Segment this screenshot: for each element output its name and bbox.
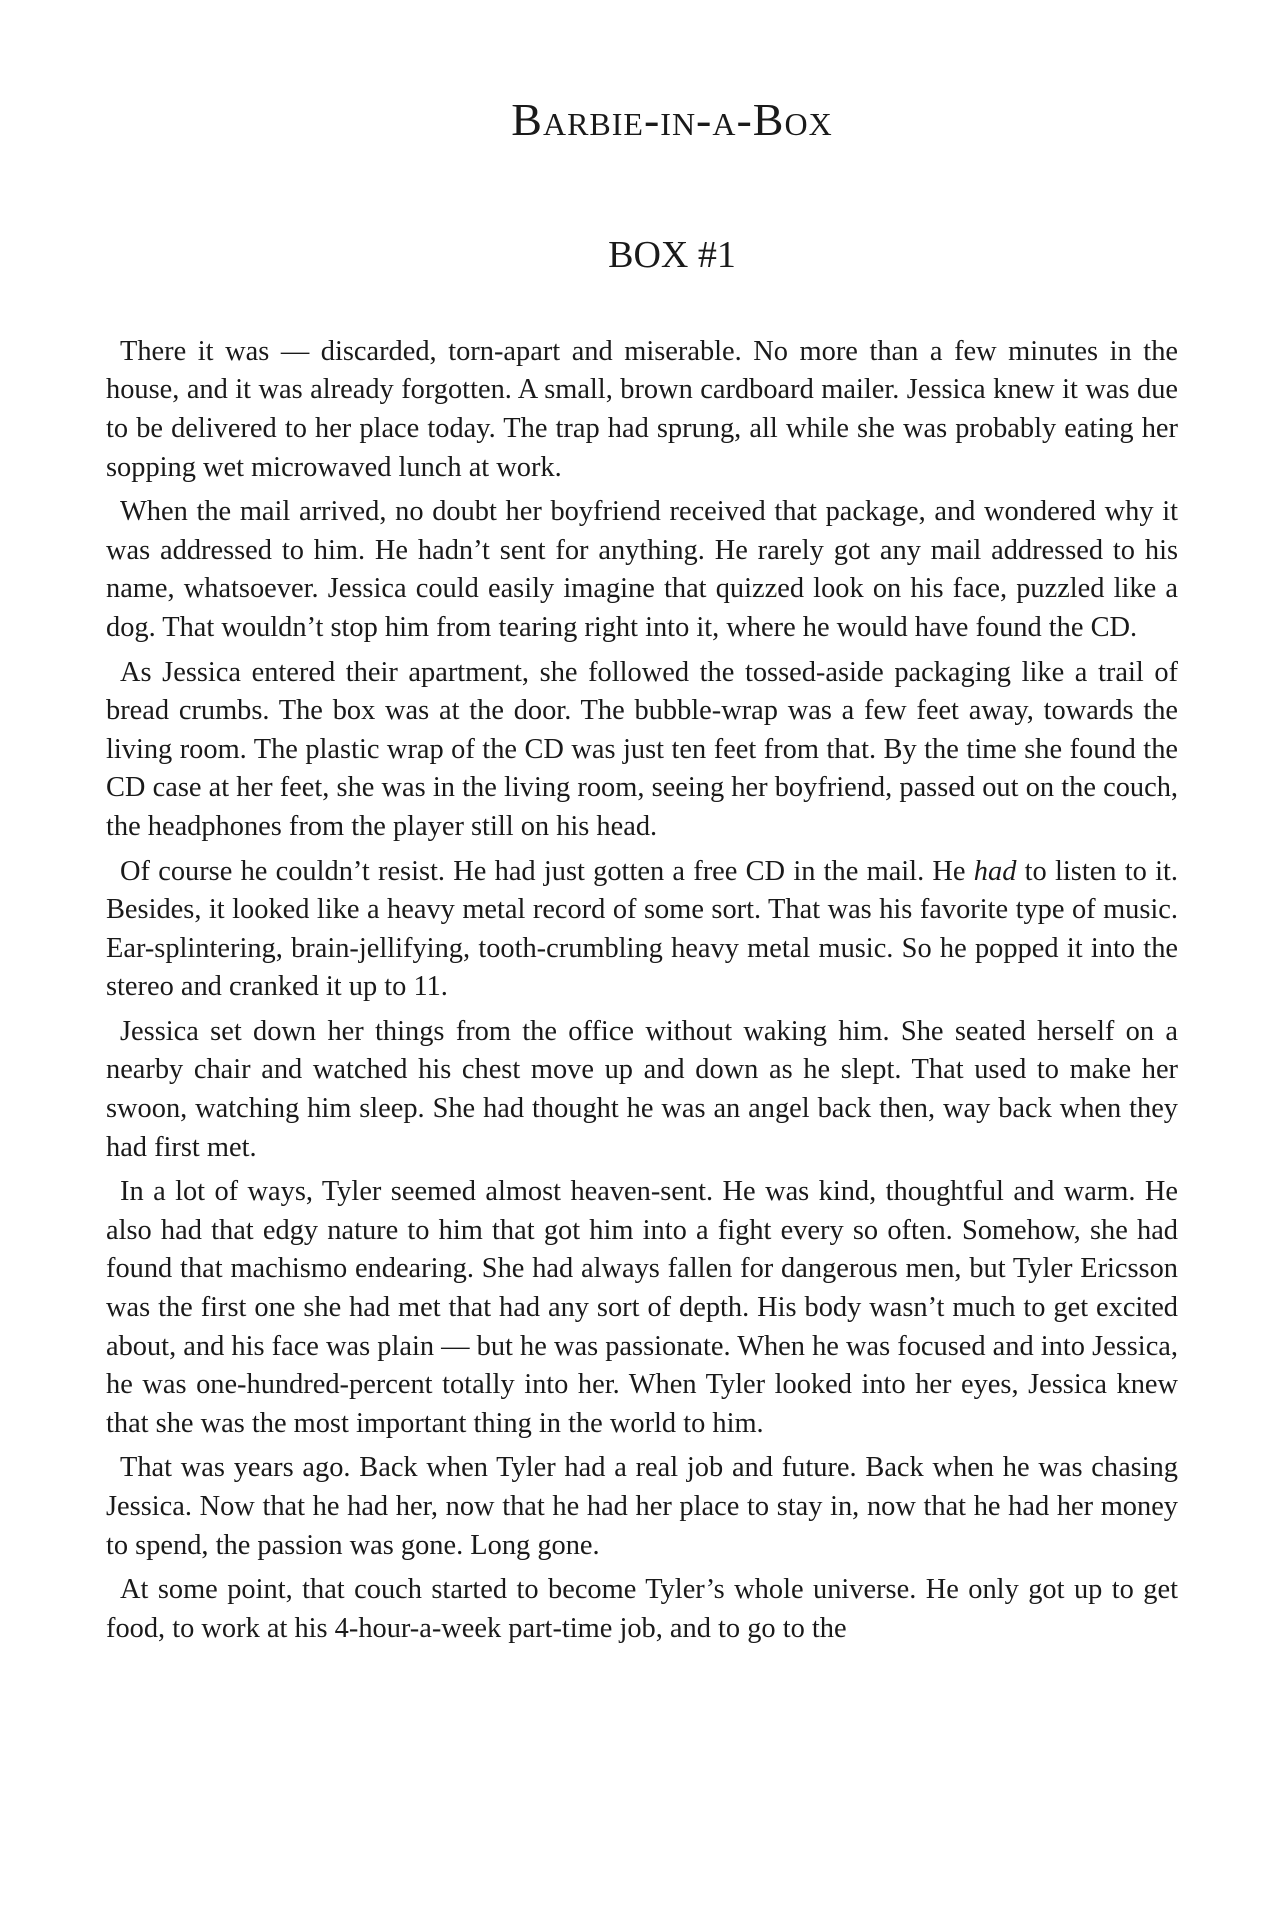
chapter-title: BOX #1 <box>608 234 736 277</box>
paragraph-2: When the mail arrived, no doubt her boyfriend received that package, and wondered why it was addressed to him. He hadn’t sent for anything. He rarely got any mail addressed to his name, whatsoever. Jessica could easily imagine that quizzed look on his face, puzzled like a dog. That wouldn’t stop him from tearing right into it, where he would have found the CD. <box>106 496 1178 643</box>
paragraph-3: As Jessica entered their apartment, she followed the tossed-aside packaging like a trail of bread crumbs. The box was at the door. The bubble-wrap was a few feet away, towards the living room. The plastic wrap of the CD was just ten feet from that. By the time she found the CD case at her feet, she was in the living room, seeing her boyfriend, passed out on the couch, the headphones from the player still on his head. <box>106 656 1178 842</box>
book-page <box>106 92 1178 1654</box>
paragraph-4-before: Of course he couldn’t resist. He had just gotten a free CD in the mail. He <box>120 855 974 887</box>
paragraph-5: Jessica set down her things from the office without waking him. She seated herself on a nearby chair and watched his chest move up and down as he slept. That used to make her swoon, watching him sleep. She had thought he was an angel back then, way back when they had first met. <box>106 1015 1178 1163</box>
paragraph-1: There it was — discarded, torn-apart and miserable. No more than a few minutes in the house, and it was already forgotten. A small, brown cardboard mailer. Jessica knew it was due to be delivered to her place today. The trap had sprung, all while she was probably eating her sopping wet microwaved lunch at work. <box>106 335 1178 483</box>
paragraph-8: At some point, that couch started to become Tyler’s whole universe. He only got up to get food, to work at his 4-hour-a-week part-time job, and to go to the <box>106 1574 1178 1644</box>
paragraph-4-emphasis: had <box>973 855 1017 887</box>
paragraph-7: That was years ago. Back when Tyler had a real job and future. Back when he was chasing Jessica. Now that he had her, now that he had her place to stay in, now that he had her money to spend, the passion was gone. Long gone. <box>106 1452 1178 1561</box>
paragraph-4 <box>106 853 1178 1007</box>
book-title: Barbie-in-a-Box <box>511 94 833 145</box>
paragraph-6: In a lot of ways, Tyler seemed almost heaven-sent. He was kind, thoughtful and warm. He also had that edgy nature to him that got him into a fight every so often. Somehow, she had found that machismo endearing. She had always fallen for dangerous men, but Tyler Ericsson was the first one she had met that had any sort of depth. His body wasn’t much to get excited about, and his face was plain — but he was passionate. When he was focused and into Jessica, he was one-hundred-percent totally into her. When Tyler looked into her eyes, Jessica knew that she was the most important thing in the world to him. <box>106 1176 1178 1439</box>
chapter-body <box>106 333 1178 1649</box>
paragraph-4-after: to listen to it. Besides, it looked like a heavy metal record of some sort. That was his favorite type of music. Ear-splintering, brain-jellifying, tooth-crumbling heavy metal music. So he popped it into the stereo and cranked it up to 11. <box>106 855 1178 1003</box>
